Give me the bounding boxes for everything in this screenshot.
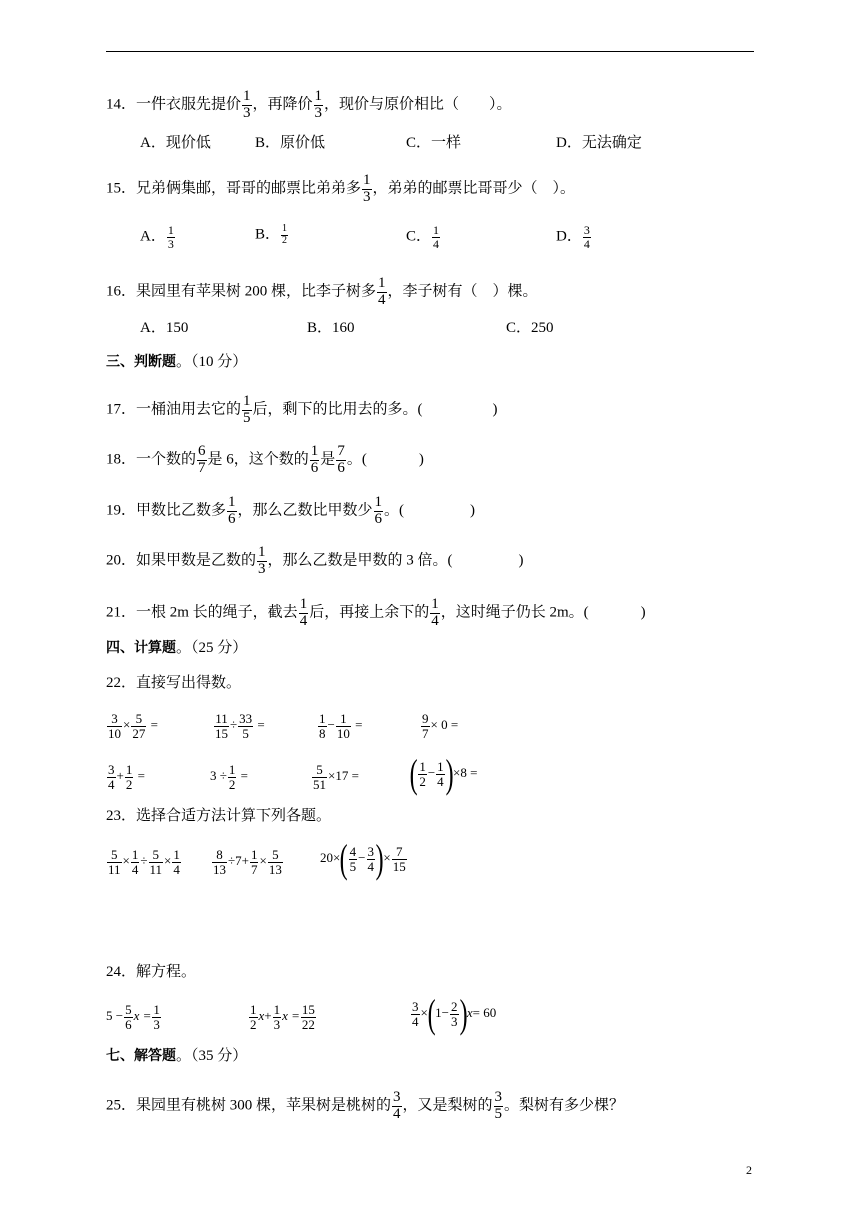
question-14: 14．一件衣服先提价 $\frac{1}{3}$ ，再降价 $\frac{1}{3}$ ，现价与原价相比（ ）。: [106, 88, 512, 121]
section-heading: 四、计算题。（25 分）: [106, 640, 248, 656]
fraction: $\frac{6}{7}$: [198, 443, 206, 476]
fraction: $\frac{3}{5}$: [494, 1089, 503, 1122]
option-c[interactable]: C．250: [506, 320, 554, 336]
section-heading: 七、解答题。（35 分）: [106, 1048, 248, 1064]
equation: 5 − $\frac{5}{6}$ x = $\frac{1}{3}$: [106, 1002, 160, 1032]
fraction: $\frac{1}{2}$: [282, 223, 288, 246]
option-a[interactable]: A． $\frac{1}{3}$: [140, 223, 174, 251]
question-22: 22．直接写出得数。: [106, 675, 242, 691]
question-15: 15．兄弟俩集邮，哥哥的邮票比弟弟多 $\frac{1}{3}$ ，弟弟的邮票比哥哥少（ ）。: [106, 172, 576, 205]
question-23: 23．选择合适方法计算下列各题。: [106, 808, 332, 824]
calc-item: $\frac{1}{8}$ − $\frac{1}{10}$ =: [319, 711, 363, 741]
fraction: $\frac{1}{5}$: [243, 393, 251, 426]
fraction: $\frac{1}{6}$: [310, 443, 319, 476]
fraction: $\frac{1}{3}$: [258, 544, 266, 577]
option-a[interactable]: A．现价低: [140, 135, 211, 151]
fraction: $\frac{1}{4}$: [431, 596, 439, 629]
fraction: $\frac{1}{4}$: [378, 275, 386, 308]
fraction: $\frac{3}{4}$: [393, 1089, 401, 1122]
question-21: 21．一根 2m 长的绳子，截去 $\frac{1}{4}$ 后，再接上余下的 $\frac{1}{4}$ ，这时绳子仍长 2m。( ): [106, 596, 646, 629]
fraction: $\frac{7}{6}$: [337, 443, 345, 476]
section-heading: 三、判断题。（10 分）: [106, 354, 248, 370]
fraction: $\frac{3}{4}$: [583, 223, 590, 251]
question-20: 20．如果甲数是乙数的 $\frac{1}{3}$ ，那么乙数是甲数的 3 倍。( ): [106, 544, 524, 577]
header-rule: [106, 51, 754, 52]
calc-item: $\frac{9}{7}$ × 0 =: [422, 711, 459, 741]
equation: $\frac{3}{4}$ ×(1− $\frac{2}{3}$ )x= 60: [412, 991, 497, 1036]
option-b[interactable]: B．160: [307, 320, 355, 336]
question-19: 19．甲数比乙数多 $\frac{1}{6}$ ，那么乙数比甲数少 $\frac{1}{6}$ 。( ): [106, 494, 476, 527]
fraction: $\frac{1}{6}$: [228, 494, 236, 527]
calc-item: 20×( $\frac{4}{5}$ − $\frac{3}{4}$ )× $\frac{7}{15}$: [320, 836, 406, 881]
fraction: $\frac{1}{3}$: [243, 88, 251, 121]
option-c[interactable]: C．一样: [406, 135, 462, 151]
option-b[interactable]: B．原价低: [255, 135, 326, 151]
calc-item: $\frac{8}{13}$ ÷7+ $\frac{1}{7}$ × $\frac{5}{13}$: [213, 847, 282, 877]
fraction: $\frac{1}{6}$: [374, 494, 383, 527]
calc-item: $\frac{3}{10}$ × $\frac{5}{27}$ =: [108, 711, 158, 741]
calc-item: ( $\frac{1}{2}$ − $\frac{1}{4}$ )×8 =: [409, 751, 478, 796]
calc-item: 3 ÷ $\frac{1}{2}$ =: [210, 762, 248, 792]
option-a[interactable]: A．150: [140, 320, 189, 336]
question-24: 24．解方程。: [106, 964, 197, 980]
calc-item: $\frac{3}{4}$ + $\frac{1}{2}$ =: [108, 762, 145, 792]
calc-item: $\frac{11}{15}$ ÷ $\frac{33}{5}$ =: [215, 711, 265, 741]
calc-item: $\frac{5}{51}$ ×17 =: [313, 762, 359, 792]
page-number: 2: [746, 1163, 752, 1177]
fraction: $\frac{1}{3}$: [167, 223, 174, 251]
equation: $\frac{1}{2}$ x+ $\frac{1}{3}$ x = $\frac{15}{22}$: [250, 1002, 315, 1032]
question-17: 17．一桶油用去它的 $\frac{1}{5}$ 后，剩下的比用去的多。( ): [106, 393, 498, 426]
fraction: $\frac{1}{4}$: [433, 223, 440, 251]
fraction: $\frac{1}{3}$: [314, 88, 323, 121]
question-25: 25．果园里有桃树 300 棵，苹果树是桃树的 $\frac{3}{4}$ ，又是梨树的 $\frac{3}{5}$ 。梨树有多少棵？: [106, 1089, 625, 1122]
option-d[interactable]: D． $\frac{3}{4}$: [556, 223, 590, 251]
option-d[interactable]: D．无法确定: [556, 135, 642, 151]
fraction: $\frac{1}{3}$: [363, 172, 371, 205]
calc-item: $\frac{5}{11}$ × $\frac{1}{4}$ ÷ $\frac{5}{11}$ × $\frac{1}{4}$: [108, 847, 180, 877]
option-c[interactable]: C． $\frac{1}{4}$: [406, 223, 440, 251]
option-b[interactable]: B． $\frac{1}{2}$: [255, 223, 288, 246]
question-16: 16．果园里有苹果树 200 棵，比李子树多 $\frac{1}{4}$ ，李子树有（ ）棵。: [106, 275, 538, 308]
fraction: $\frac{1}{4}$: [299, 596, 308, 629]
question-18: 18．一个数的 $\frac{6}{7}$ 是 6，这个数的 $\frac{1}{6}$ 是 $\frac{7}{6}$ 。( ): [106, 443, 424, 476]
